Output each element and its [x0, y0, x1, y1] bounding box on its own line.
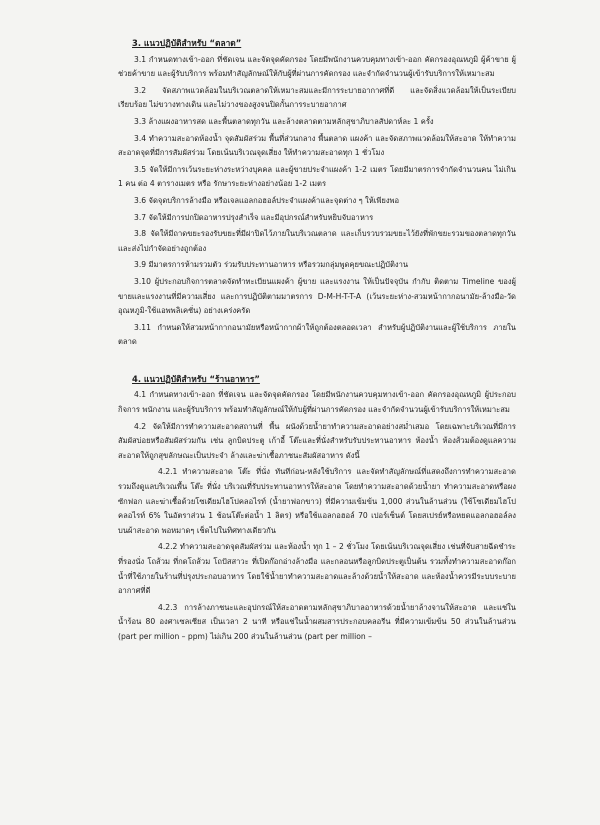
paragraph-4-2-3: 4.2.3 การล้างภาชนะและอุปกรณ์ให้สะอาดตามหลักสุขาภิบาลอาหารด้วยน้ำยาล้างจานให้สะอาด และแช่ในน้ำร้อน 80 องศาเซลเซียส เป็นเวลา 2 นาที หรือแช่ในน้ำผสมสารประกอบคลอรีน ที่มีความเข้มข้น 50 ส่วนในล้านส่วน (part per million – ppm) ไม่เกิน 200 ส่วนในล้านส่วน (part per million –	[118, 602, 516, 641]
section-4-heading: 4. แนวปฏิบัติสำหรับ “ร้านอาหาร”	[132, 373, 260, 384]
section-3-heading: 3. แนวปฏิบัติสำหรับ “ตลาด”	[132, 38, 242, 48]
paragraph-3-10: 3.10 ผู้ประกอบกิจการตลาดจัดทำทะเบียนแผงค้า ผู้ขาย และแรงงาน ให้เป็นปัจจุบัน กำกับ ติดตาม Timeline ของผู้ขายและแรงงานที่มีความเสี่ยง และการปฏิบัติตามมาตรการ D-M-H-T-T-A (เว้นระยะห่าง-สวมหน้ากากอนามัย-ล้างมือ-วัดอุณหภูมิ-ใช้แอพพลิเคชั่น) อย่างเคร่งครัด	[118, 276, 516, 316]
paragraph-3-7: 3.7 จัดให้มีการปกปิดอาหารปรุงสำเร็จ และมีอุปกรณ์สำหรับหยิบจับอาหาร	[134, 212, 374, 222]
paragraph-3-1: 3.1 กำหนดทางเข้า-ออก ที่ชัดเจน และจัดจุดคัดกรอง โดยมีพนักงานควบคุมทางเข้า-ออก คัดกรองอุณหภูมิ ผู้ค้าขาย ผู้ช่วยค้าขาย และผู้รับบริการ พร้อมทำสัญลักษณ์ให้กับผู้ที่ผ่านการคัดกรอง และจำกัดจำนวนผู้เข้ารับบริการให้เหมาะสม	[118, 54, 516, 79]
paragraph-3-3: 3.3 ล้างแผงอาหารสด และพื้นตลาดทุกวัน และล้างตลาดตามหลักสุขาภิบาลสัปดาห์ละ 1 ครั้ง	[134, 116, 434, 126]
paragraph-3-5: 3.5 จัดให้มีการเว้นระยะห่างระหว่างบุคคล และผู้ขายประจำแผงค้า 1-2 เมตร โดยมีมาตรการจำกัดจำนวนคน ไม่เกิน 1 คน ต่อ 4 ตารางเมตร หรือ รักษาระยะห่างอย่างน้อย 1-2 เมตร	[118, 164, 516, 189]
paragraph-4-1: 4.1 กำหนดทางเข้า-ออก ที่ชัดเจน และจัดจุดคัดกรอง โดยมีพนักงานควบคุมทางเข้า-ออก คัดกรองอุณหภูมิ ผู้ประกอบกิจการ พนักงาน และผู้รับบริการ พร้อมทำสัญลักษณ์ให้กับผู้ที่ผ่านการคัดกรอง และจำกัดจำนวนผู้เข้ารับบริการให้เหมาะสม	[118, 390, 516, 415]
paragraph-3-9: 3.9 มีมาตรการห้ามรวมตัว ร่วมรับประทานอาหาร หรือรวมกลุ่มพูดคุยขณะปฏิบัติงาน	[134, 260, 409, 270]
paragraph-4-2-2: 4.2.2 ทำความสะอาดจุดสัมผัสร่วม และห้องน้ำ ทุก 1 – 2 ชั่วโมง โดยเน้นบริเวณจุดเสี่ยง เช่นที่จับสายฉีดชำระ ที่รองนั่ง โถส้วม ที่กดโถส้วม โถปัสสาวะ ที่เปิดก๊อกอ่างล้างมือ และกลอนหรือลูกบิดประตูเป็นต้น รวมทั้งทำความสะอาดก๊อกน้ำที่ใช้ภายในร้านที่ปรุงประกอบอาหาร โดยใช้น้ำยาทำความสะอาดและล้างด้วยน้ำให้สะอาด และห้องน้ำควรมีระบบระบายอากาศที่ดี	[118, 542, 516, 596]
paragraph-3-4: 3.4 ทำความสะอาดห้องน้ำ จุดสัมผัสร่วม พื้นที่ส่วนกลาง พื้นตลาด แผงค้า และจัดสภาพแวดล้อมให้สะอาด ให้ทำความสะอาดจุดที่มีการสัมผัสร่วม โดยเน้นบริเวณจุดเสี่ยง ให้ทำความสะอาดทุก 1 ชั่วโมง	[118, 133, 516, 158]
paragraph-4-2-1: 4.2.1 ทำความสะอาด โต๊ะ ที่นั่ง ทันทีก่อน-หลังใช้บริการ และจัดทำสัญลักษณ์ที่แสดงถึงการทำความสะอาด รวมถึงดูแลบริเวณพื้น โต๊ะ ที่นั่ง บริเวณที่รับประทานอาหารให้สะอาด โดยทำความสะอาดด้วยน้ำยา ทำความสะอาดหรือผงซักฟอก และฆ่าเชื้อด้วยโซเดียมไฮโปคลอไรท์ (น้ำยาฟอกขาว) ที่มีความเข้มข้น 1,000 ส่วนในล้านส่วน (ใช้โซเดียมไฮโปคลอไรท์ 6% ในอัตราส่วน 1 ช้อนโต๊ะต่อน้ำ 1 ลิตร) หรือใช้แอลกอฮอล์ 70 เปอร์เซ็นต์ โดยสเปรย์หรือหยดแอลกอฮอล์ลงบนผ้าสะอาด พอหมาดๆ เช็ดไปในทิศทางเดียวกัน	[118, 467, 516, 535]
paragraph-3-6: 3.6 จัดจุดบริการล้างมือ หรือเจลแอลกอฮอล์ประจำแผงค้าและจุดต่าง ๆ ให้เพียงพอ	[134, 195, 400, 205]
paragraph-3-8: 3.8 จัดให้มีถาดขยะรองรับขยะที่มีฝาปิดไว้ภายในบริเวณตลาด และเก็บรวบรวมขยะไว้ยังที่พักขยะรวมของตลาดทุกวัน และส่งไปกำจัดอย่างถูกต้อง	[118, 229, 516, 253]
paragraph-3-11: 3.11 กำหนดให้สวมหน้ากากอนามัยหรือหน้ากากผ้าให้ถูกต้องตลอดเวลา สำหรับผู้ปฏิบัติงานและผู้ใช้บริการ ภายในตลาด	[118, 322, 516, 347]
paragraph-4-2: 4.2 จัดให้มีการทำความสะอาดสถานที่ พื้น ผนังด้วยน้ำยาทำความสะอาดอย่างสม่ำเสมอ โดยเฉพาะบริเวณที่มีการสัมผัสบ่อยหรือสัมผัสร่วมกัน เช่น ลูกบิดประตู เก้าอี้ โต๊ะและที่นั่งสำหรับรับประทานอาหาร ห้องน้ำ ห้องส้วมต้องดูแลความสะอาดให้ถูกสุขลักษณะเป็นประจำ ล้างและฆ่าเชื้อภาชนะสัมผัสอาหาร ดังนี้	[118, 421, 516, 460]
paragraph-3-2: 3.2 จัดสภาพแวดล้อมในบริเวณตลาดให้เหมาะสมและมีการระบายอากาศที่ดี และจัดสิ่งแวดล้อมให้เป็นระเบียบเรียบร้อย ไม่ขวางทางเดิน และไม่วางของสูงจนปิดกั้นการระบายอากาศ	[118, 85, 516, 110]
